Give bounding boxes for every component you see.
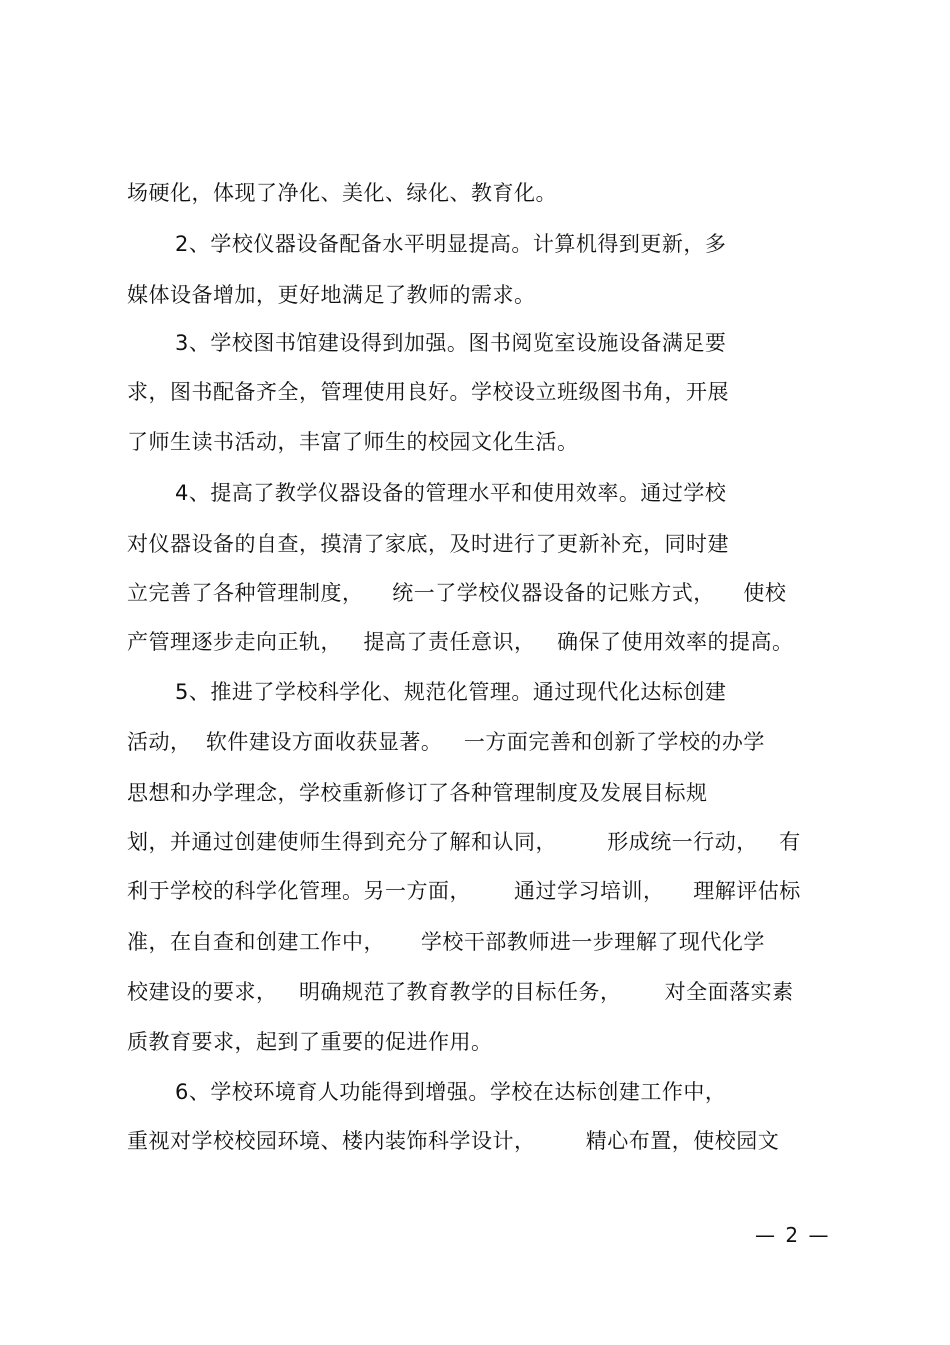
text-line: 3、学校图书馆建设得到加强。图书阅览室设施设备满足要 xyxy=(175,331,727,355)
text-line: 了师生读书活动，丰富了师生的校园文化生活。 xyxy=(127,430,579,454)
text-line: 校建设的要求， 明确规范了教育教学的目标任务， 对全面落实素 xyxy=(127,980,794,1004)
text-line: 立完善了各种管理制度， 统一了学校仪器设备的记账方式， 使校 xyxy=(127,581,787,605)
text-line: 2、学校仪器设备配备水平明显提高。计算机得到更新，多 xyxy=(175,232,727,256)
page-number: — 2 — xyxy=(755,1223,831,1247)
text-line: 重视对学校校园环境、楼内装饰科学设计， 精心布置，使校园文 xyxy=(127,1129,780,1153)
text-line: 思想和办学理念，学校重新修订了各种管理制度及发展目标规 xyxy=(127,781,708,805)
text-line: 活动， 软件建设方面收获显著。 一方面完善和创新了学校的办学 xyxy=(127,730,765,754)
text-line: 质教育要求，起到了重要的促进作用。 xyxy=(127,1030,493,1054)
text-line: 划，并通过创建使师生得到充分了解和认同， 形成统一行动， 有 xyxy=(127,830,801,854)
text-line: 5、推进了学校科学化、规范化管理。通过现代化达标创建 xyxy=(175,680,727,704)
text-line: 场硬化，体现了净化、美化、绿化、教育化。 xyxy=(127,181,557,205)
text-line: 6、学校环境育人功能得到增强。学校在达标创建工作中， xyxy=(175,1080,727,1104)
text-line: 利于学校的科学化管理。另一方面， 通过学习培训， 理解评估标 xyxy=(127,879,801,903)
text-line: 媒体设备增加，更好地满足了教师的需求。 xyxy=(127,283,536,307)
text-line: 产管理逐步走向正轨， 提高了责任意识， 确保了使用效率的提高。 xyxy=(127,630,794,654)
text-line: 对仪器设备的自查，摸清了家底，及时进行了更新补充，同时建 xyxy=(127,532,729,556)
text-line: 求，图书配备齐全，管理使用良好。学校设立班级图书角，开展 xyxy=(127,380,729,404)
text-line: 4、提高了教学仪器设备的管理水平和使用效率。通过学校 xyxy=(175,481,727,505)
text-line: 准，在自查和创建工作中， 学校干部教师进一步理解了现代化学 xyxy=(127,930,765,954)
